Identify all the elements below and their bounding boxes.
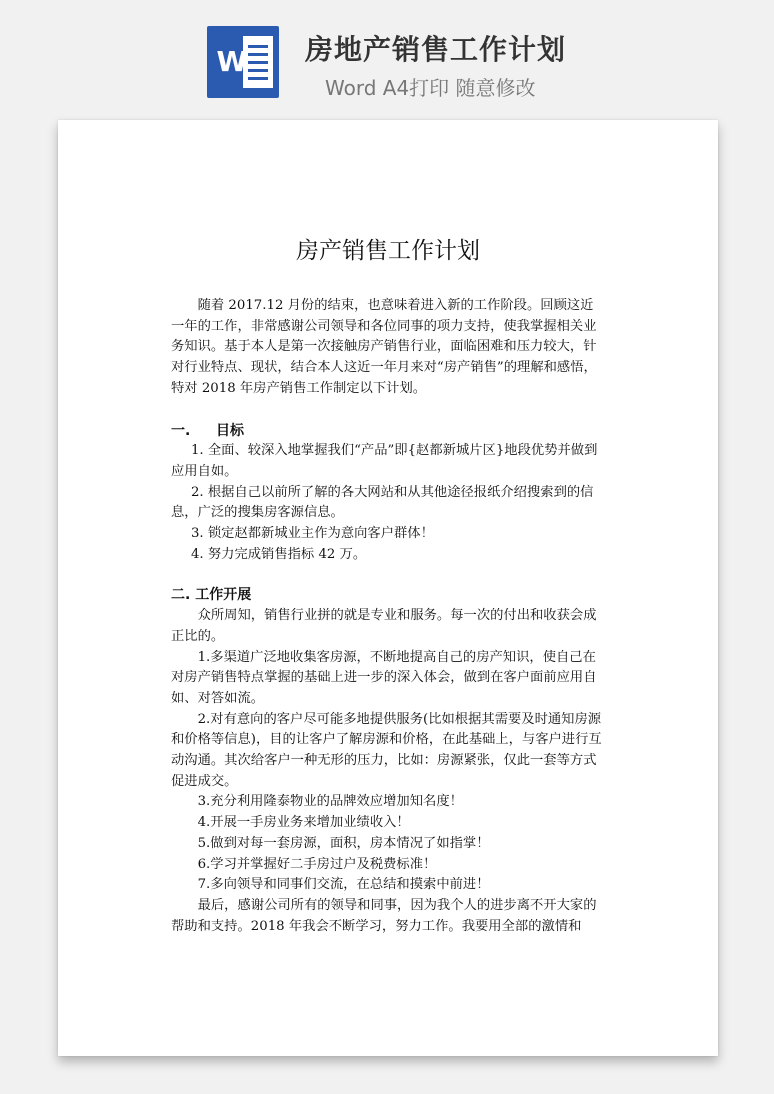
file-title: 房地产销售工作计划 — [305, 33, 567, 66]
section-heading-work: 二. 工作开展 — [171, 587, 252, 604]
document-body — [171, 296, 606, 937]
list-item: 7.多向领导和同事们交流，在总结和摸索中前进！ — [197, 877, 490, 893]
list-item: 6.学习并掌握好二手房过户及税费标准！ — [197, 856, 437, 872]
list-item: 5.做到对每一套房源，面积，房本情况了如指掌！ — [197, 835, 490, 851]
list-item: 3.充分利用隆泰物业的品牌效应增加知名度！ — [197, 794, 463, 810]
list-item: 1. 全面、较深入地掌握我们“产品”即{赵都新城片区}地段优势并做到应用自如。 — [171, 443, 598, 479]
list-item: 4.开展一手房业务来增加业绩收入！ — [197, 815, 410, 831]
word-logo-letter: W — [216, 45, 248, 78]
list-item: 3. 锁定赵都新城业主作为意向客户群体！ — [190, 526, 434, 542]
section-intro-paragraph: 众所周知，销售行业拼的就是专业和服务。每一次的付出和收获会成正比的。 — [171, 608, 597, 644]
preview-header — [0, 0, 774, 110]
file-subtitle: Word A4打印 随意修改 — [325, 76, 536, 100]
list-item: 4. 努力完成销售指标 42 万。 — [190, 546, 367, 562]
word-document-icon — [207, 26, 279, 98]
section-number: 一. — [171, 422, 191, 439]
document-title: 房产销售工作计划 — [296, 238, 480, 264]
list-item: 1.多渠道广泛地收集客房源，不断地提高自己的房产知识，使自己在对房产销售特点掌握的基础上进一步的深入体会，做到在客户面前应用自如、对答如流。 — [171, 649, 597, 706]
closing-paragraph: 最后，感谢公司所有的领导和同事，因为我个人的进步离不开大家的帮助和支持。2018 年我会不断学习，努力工作。我要用全部的激情和 — [171, 897, 597, 934]
section-title: 目标 — [216, 422, 244, 439]
intro-paragraph: 随着 2017.12 月份的结束，也意味着进入新的工作阶段。回顾这近一年的工作，非常感谢公司领导和各位同事的项力支持，使我掌握相关业务知识。基于本人是第一次接触房产销售行业，面临困难和压力较大，针对行业特点、现状，结合本人这近一年月来对“房产销售”的理解和感悟，特对 2018 年房产销售工作制定以下计划。 — [171, 298, 597, 396]
list-item: 2. 根据自己以前所了解的各大网站和从其他途径报纸介绍搜索到的信息，广泛的搜集房客源信息。 — [171, 484, 594, 521]
list-item: 2.对有意向的客户尽可能多地提供服务(比如根据其需要及时通知房源和价格等信息)，目的让客户了解房源和价格，在此基础上，与客户进行互动沟通。其次给客户一种无形的压力，比如：房源紧张，仅此一套等方式促进成交。 — [171, 711, 602, 789]
section-heading-goals — [171, 421, 606, 442]
document-page — [58, 120, 718, 1056]
